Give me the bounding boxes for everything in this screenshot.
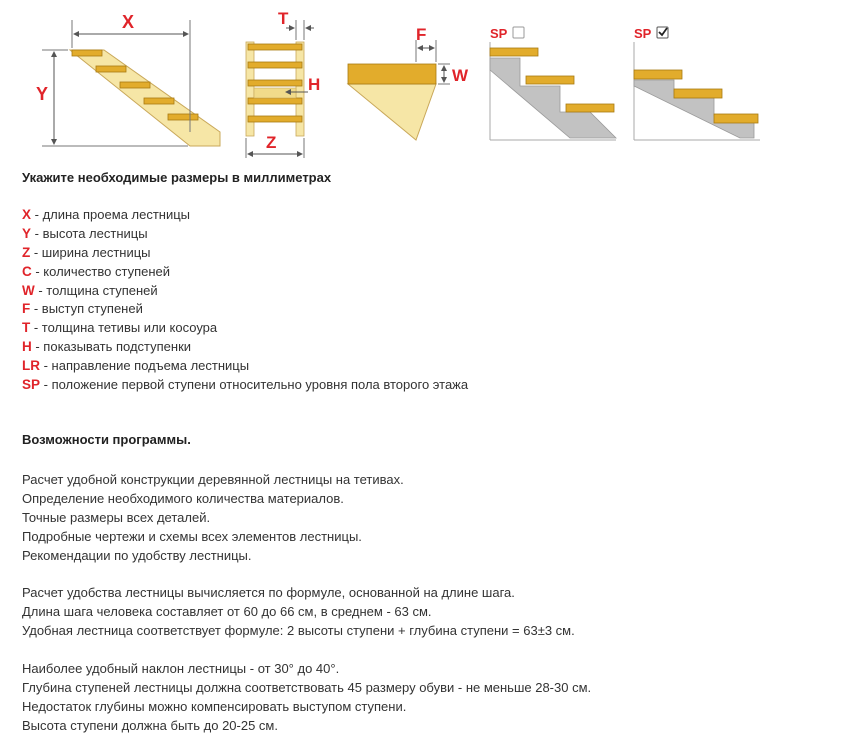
formula-paragraph (22, 583, 575, 640)
legend-item: T - толщина тетивы или косоура (22, 320, 218, 336)
sp-unchecked-diagram (486, 0, 626, 160)
sp-checked-diagram (630, 0, 770, 160)
feature-line: Точные размеры всех деталей. (22, 510, 211, 525)
dimensions-title: Укажите необходимые размеры в миллиметрах (22, 170, 332, 185)
feature-line: Подробные чертежи и схемы всех элементов лестницы. (22, 529, 362, 544)
front-view-diagram (236, 0, 336, 160)
label-f: F (416, 25, 427, 44)
tip-line: Высота ступени должна быть до 20-25 см. (22, 718, 278, 733)
legend-item: Y - высота лестницы (22, 225, 148, 241)
features-paragraph (22, 470, 404, 565)
formula-line: Расчет удобства лестницы вычисляется по формуле, основанной на длине шага. (22, 585, 515, 600)
feature-line: Расчет удобной конструкции деревянной лестницы на тетивах. (22, 472, 404, 487)
formula-line: Длина шага человека составляет от 60 до 66 см, в среднем - 63 см. (22, 604, 432, 619)
tip-line: Глубина ступеней лестницы должна соответствовать 45 размеру обуви - не меньше 28-30 см. (22, 680, 592, 695)
tip-line: Недостаток глубины можно компенсировать выступом ступени. (22, 699, 407, 714)
label-x: X (122, 12, 135, 32)
sp-checkbox-unchecked[interactable] (513, 27, 524, 38)
feature-line: Определение необходимого количества материалов. (22, 491, 344, 506)
dimension-legend (22, 206, 468, 395)
formula-line: Удобная лестница соответствует формуле: 2 высоты ступени + глубина ступени = 63±3 см. (22, 623, 575, 638)
feature-line: Рекомендации по удобству лестницы. (22, 548, 252, 563)
legend-item: C - количество ступеней (22, 263, 171, 279)
tips-paragraph (22, 659, 591, 735)
legend-item: W - толщина ступеней (22, 282, 158, 298)
label-t: T (278, 9, 289, 28)
legend-item: SP - положение первой ступени относительно уровня пола второго этажа (22, 377, 469, 393)
side-view-diagram (30, 0, 235, 160)
label-h: H (308, 75, 321, 94)
legend-item: X - длина проема лестницы (22, 207, 191, 222)
label-w: W (452, 66, 469, 85)
tread-profile-diagram (340, 0, 480, 160)
features-title: Возможности программы. (22, 432, 191, 447)
label-sp-unchecked: SP (490, 26, 508, 41)
tip-line: Наиболее удобный наклон лестницы - от 30° до 40°. (22, 661, 340, 676)
legend-item: LR - направление подъема лестницы (22, 358, 250, 374)
sp-checkbox-checked[interactable] (657, 27, 668, 38)
label-y: Y (36, 84, 49, 104)
legend-item: Z - ширина лестницы (22, 244, 151, 260)
diagram-strip (0, 0, 858, 165)
legend-item: H - показывать подступенки (22, 339, 192, 355)
legend-item: F - выступ ступеней (22, 301, 143, 317)
label-sp-checked: SP (634, 26, 652, 41)
label-z: Z (266, 133, 277, 152)
